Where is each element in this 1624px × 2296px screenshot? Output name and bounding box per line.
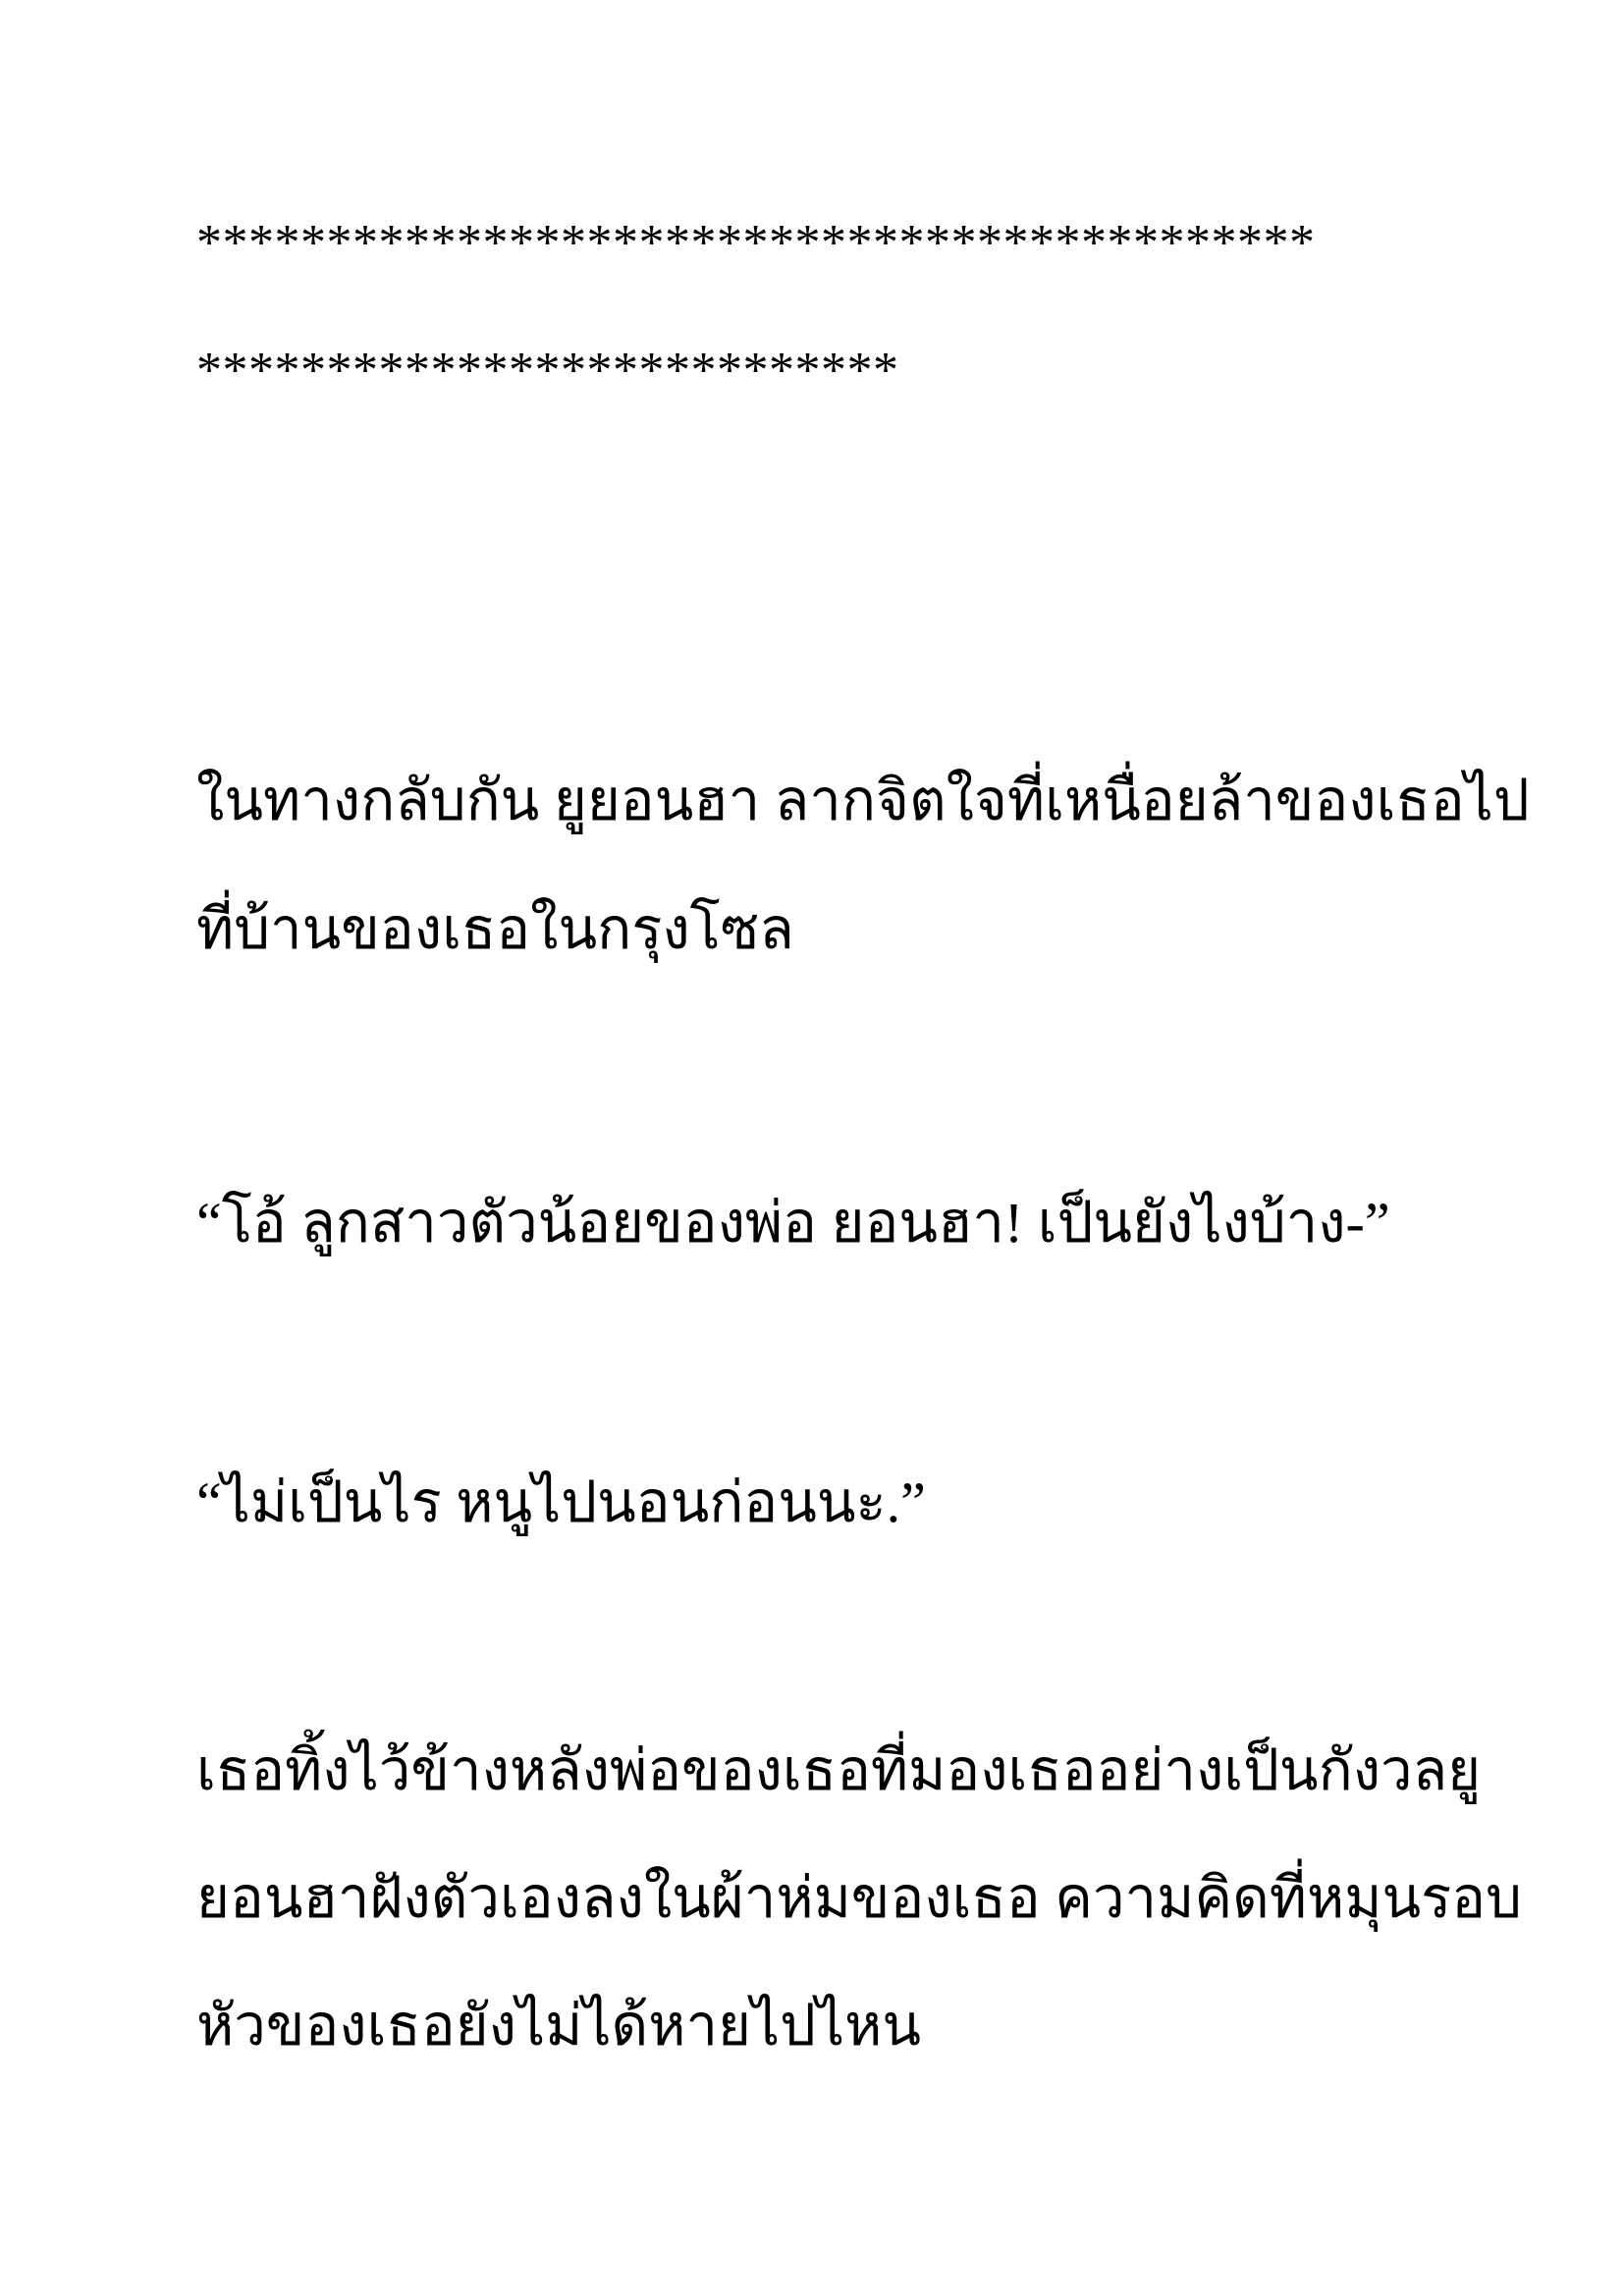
dialogue-yeonha: “ไม่เป็นไร หนูไปนอนก่อนนะ.”: [196, 1470, 926, 1534]
paragraph-1-line-2: ที่บ้านของเธอในกรุงโซล: [196, 897, 794, 961]
paragraph-1-line-1: ในทางกลับกัน ยูยอนฮา ลากจิตใจที่เหนื่อยล้าของเธอไป: [196, 769, 1530, 832]
paragraph-4-line-1: เธอทิ้งไว้ข้างหลังพ่อของเธอที่มองเธออย่างเป็นกังวลยู: [196, 1738, 1482, 1802]
paragraph-4-line-2: ยอนฮาฝังตัวเองลงในผ้าห่มของเธอ ความคิดที่หมุนรอบ: [196, 1866, 1522, 1930]
paragraph-4-line-3: หัวของเธอยังไม่ได้หายไปไหน: [196, 1994, 922, 2057]
dialogue-father: “โอ้ ลูกสาวตัวน้อยของพ่อ ยอนฮา! เป็นยังไงบ้าง-”: [196, 1191, 1390, 1255]
separator-line-1: *******************************************: [196, 215, 1316, 271]
separator-line-2: ***************************: [196, 343, 899, 399]
